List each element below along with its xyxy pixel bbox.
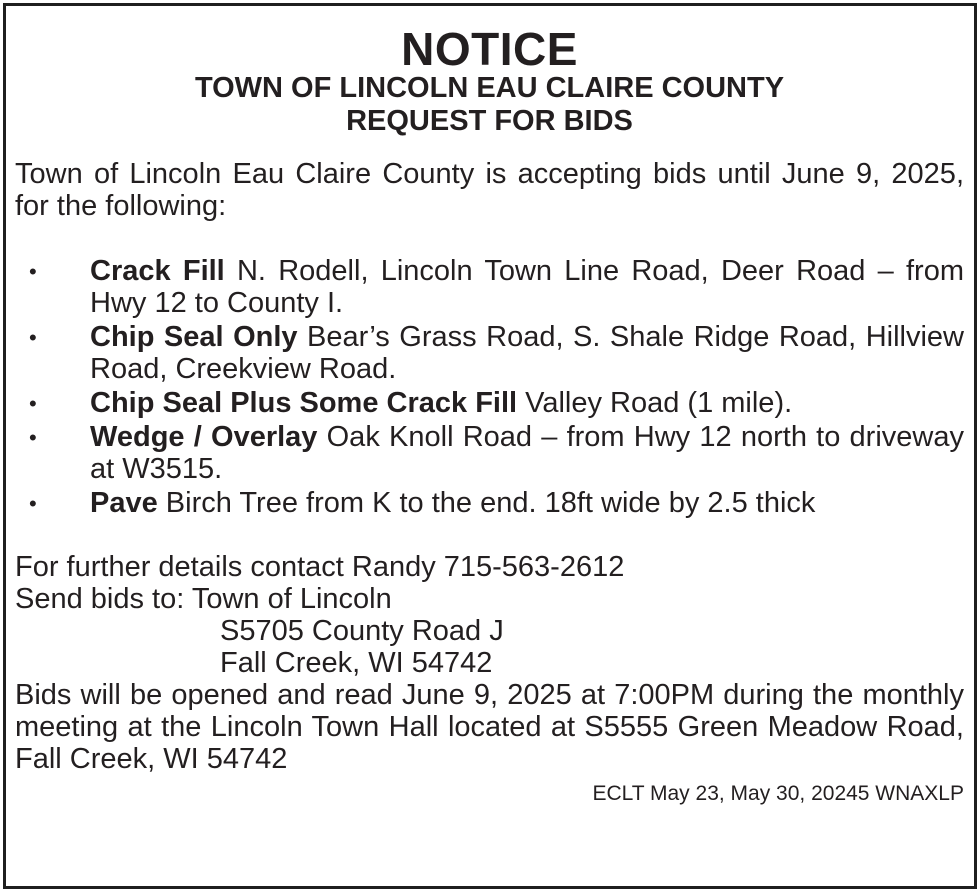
opening-paragraph: Bids will be opened and read June 9, 2025 at 7:00PM during the monthly meeting at the Lincoln Town Hall located at S5555 Green Meadow Road, Fall Creek, WI 54742 [15,679,964,775]
bullet-icon: • [29,425,37,450]
subtitle-line-1: TOWN OF LINCOLN EAU CLAIRE COUNTY [194,72,785,104]
item-title: Wedge / Overlay [90,421,318,453]
item-title: Chip Seal Only [90,321,298,353]
item-text: Valley Road (1 mile). [517,387,793,419]
item-text: Oak Knoll Road – from Hwy 12 north to driveway at W3515. [90,421,964,485]
contact-details: For further details contact Randy 715-563-2612 [15,551,625,583]
notice-document [3,3,977,889]
intro-paragraph: Town of Lincoln Eau Claire County is accepting bids until June 9, 2025, for the following: [15,158,964,222]
list-item [15,387,964,419]
address-line-2: Fall Creek, WI 54742 [220,647,493,679]
item-title: Pave [90,487,158,519]
send-bids-label: Send bids to: Town of Lincoln [15,583,392,615]
item-title: Chip Seal Plus Some Crack Fill [90,387,518,419]
bullet-icon: • [29,491,37,516]
item-title: Crack Fill [90,255,225,287]
bullet-icon: • [29,391,37,416]
item-text: Bear’s Grass Road, S. Shale Ridge Road, Hillview Road, Creekview Road. [90,321,964,385]
bullet-icon: • [29,325,37,350]
publication-footer: ECLT May 23, May 30, 20245 WNAXLP [592,782,964,805]
item-text: Birch Tree from K to the end. 18ft wide by 2.5 thick [157,487,816,519]
list-item [15,487,964,519]
bid-items-list [15,255,964,519]
subtitle-line-2: REQUEST FOR BIDS [346,105,633,137]
list-item [15,321,964,385]
address-line-1: S5705 County Road J [220,615,504,647]
list-item [15,255,964,319]
item-text: N. Rodell, Lincoln Town Line Road, Deer Road – from Hwy 12 to County I. [90,255,964,319]
page-title: NOTICE [401,23,578,75]
bullet-icon: • [29,259,37,284]
list-item [15,421,964,485]
